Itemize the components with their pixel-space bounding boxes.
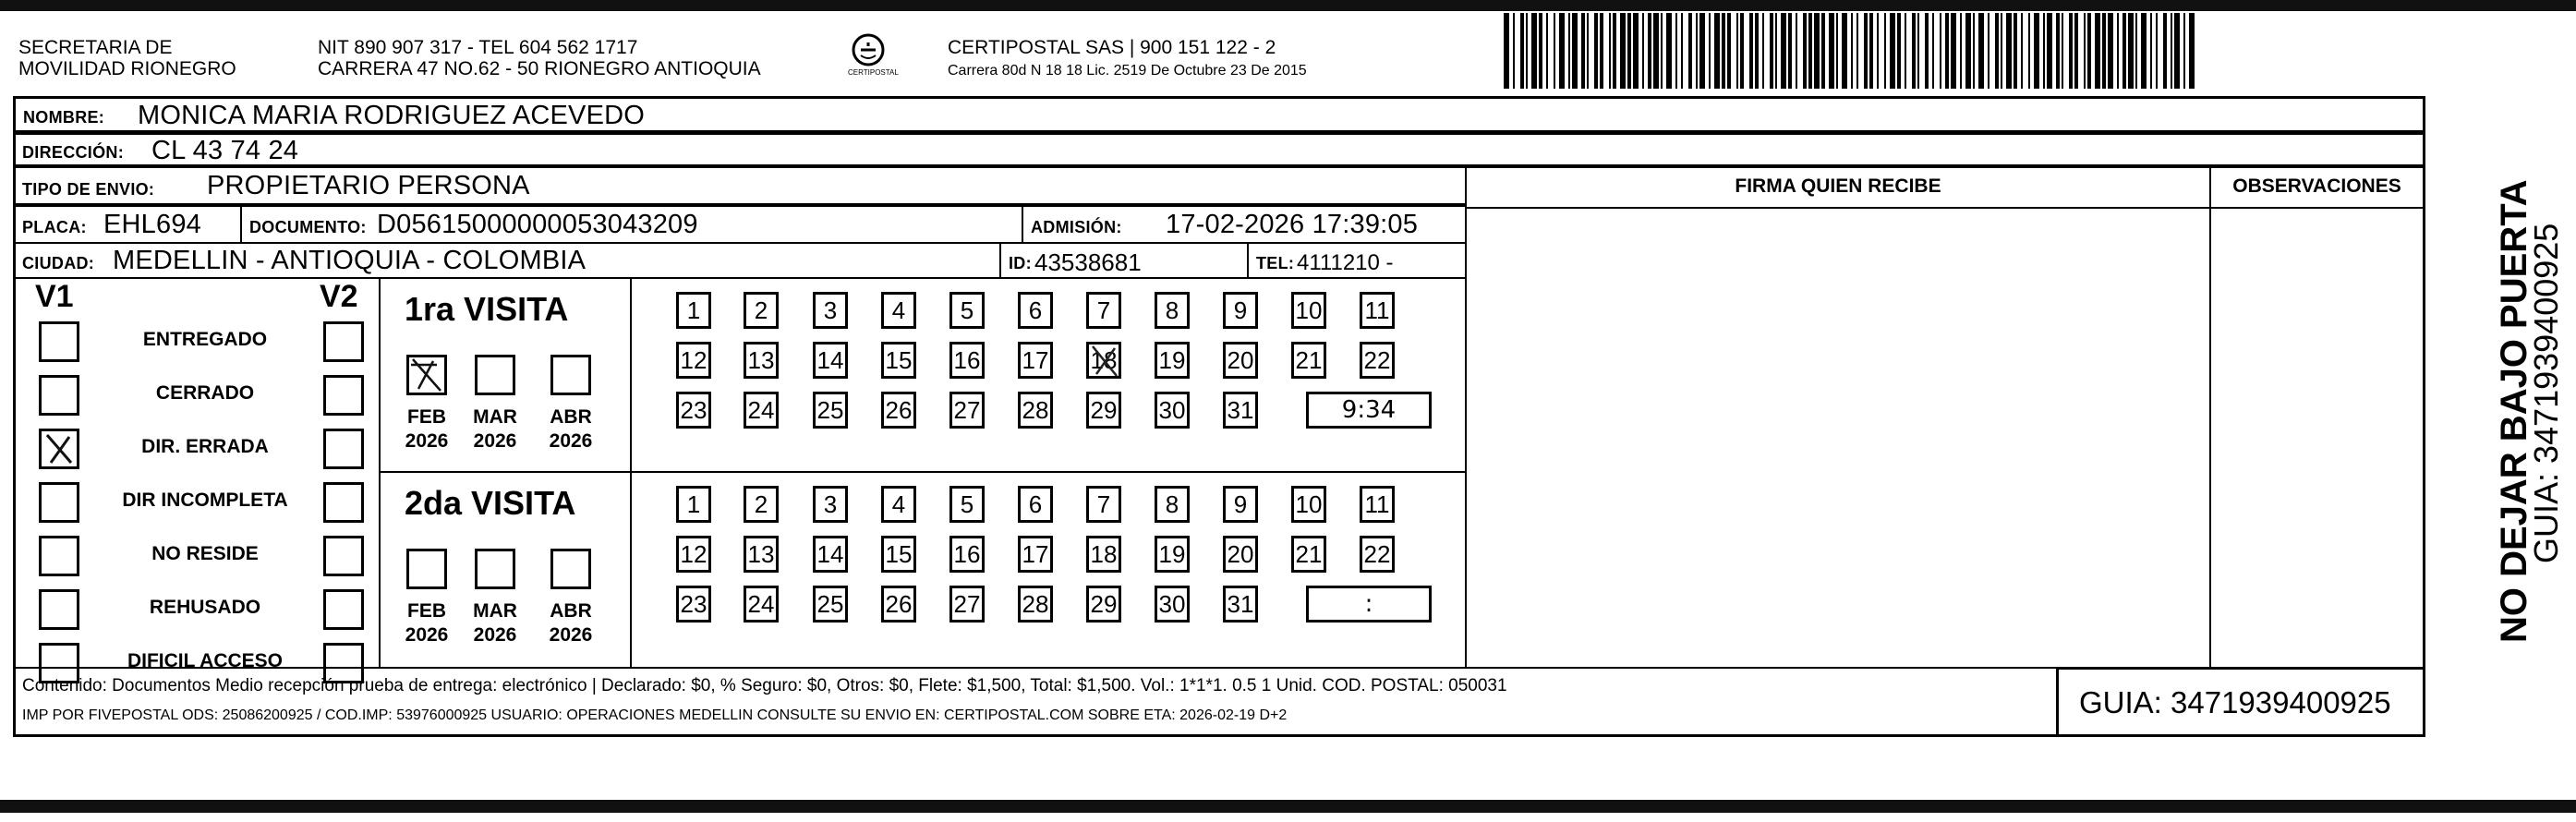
observaciones-area	[2209, 166, 2425, 669]
visit2-day-20[interactable]: 20	[1223, 536, 1258, 573]
visit1-day-28[interactable]: 28	[1018, 392, 1053, 429]
visit1-day-24[interactable]: 24	[744, 392, 779, 429]
barcode-bar	[2189, 13, 2195, 89]
v2-checkbox-1[interactable]	[323, 321, 364, 362]
visit2-month-year: 2026	[549, 624, 593, 646]
visit2-day-7[interactable]: 7	[1086, 486, 1121, 523]
visit1-day-26[interactable]: 26	[881, 392, 916, 429]
visit2-day-1[interactable]: 1	[676, 486, 711, 523]
visit1-day-16[interactable]: 16	[949, 342, 985, 379]
visit2-day-27[interactable]: 27	[949, 586, 985, 623]
visit2-month-feb-checkbox[interactable]	[406, 549, 447, 589]
barcode	[1504, 13, 2195, 89]
v1-label: V1	[35, 279, 74, 314]
footer-info	[13, 667, 2058, 737]
v1-checkbox-6[interactable]	[39, 589, 79, 630]
visit1-day-14[interactable]: 14	[813, 342, 848, 379]
visit2-day-26[interactable]: 26	[881, 586, 916, 623]
ciudad-cell	[13, 242, 1001, 279]
visit2-day-24[interactable]: 24	[744, 586, 779, 623]
visit2-day-15[interactable]: 15	[881, 536, 916, 573]
visit1-day-18[interactable]: 18	[1086, 342, 1121, 379]
v1-checkbox-2[interactable]	[39, 375, 79, 416]
visit2-day-6[interactable]: 6	[1018, 486, 1053, 523]
visit2-day-12[interactable]: 12	[676, 536, 711, 573]
id-label: ID:	[1009, 254, 1032, 272]
visit2-day-13[interactable]: 13	[744, 536, 779, 573]
visit2-day-18[interactable]: 18	[1086, 536, 1121, 573]
v1-checkbox-4[interactable]	[39, 482, 79, 523]
visit2-day-9[interactable]: 9	[1223, 486, 1258, 523]
visit2-day-30[interactable]: 30	[1155, 586, 1190, 623]
certipostal-logo	[848, 31, 903, 83]
visit1-day-7[interactable]: 7	[1086, 292, 1121, 329]
v1-checkbox-5[interactable]	[39, 536, 79, 576]
observaciones-divider	[2211, 207, 2423, 209]
row-direccion	[13, 133, 2425, 166]
visit2-day-28[interactable]: 28	[1018, 586, 1053, 623]
visit1-month-label: FEB	[407, 406, 446, 428]
visit2-month-year: 2026	[405, 624, 449, 646]
visit2-month-label: ABR	[550, 600, 592, 622]
ciudad-value: MEDELLIN - ANTIOQUIA - COLOMBIA	[113, 246, 587, 275]
v2-checkbox-3[interactable]	[323, 429, 364, 469]
nombre-label: NOMBRE:	[23, 108, 105, 127]
visit1-day-27[interactable]: 27	[949, 392, 985, 429]
status-label: DIFICIL ACCESO	[127, 650, 283, 671]
visit1-day-21[interactable]: 21	[1291, 342, 1326, 379]
ciudad-label: CIUDAD:	[22, 254, 95, 272]
status-label: NO RESIDE	[151, 543, 259, 564]
direccion-value: CL 43 74 24	[151, 136, 299, 165]
v2-checkbox-6[interactable]	[323, 589, 364, 630]
top-border-band	[0, 0, 2576, 11]
bottom-border-band	[0, 800, 2576, 813]
admision-value: 17-02-2026 17:39:05	[1166, 210, 1419, 239]
license-line: Carrera 80d N 18 18 Lic. 2519 De Octubre 23 De 2015	[948, 63, 1307, 79]
visit1-day-1[interactable]: 1	[676, 292, 711, 329]
visit2-label: 2da VISITA	[405, 484, 576, 522]
row-tipo-envio	[13, 166, 1467, 205]
nombre-value: MONICA MARIA RODRIGUEZ ACEVEDO	[138, 101, 646, 130]
visit1-time-box[interactable]: 9:34	[1306, 392, 1432, 429]
visit2-day-11[interactable]: 11	[1360, 486, 1395, 523]
tipo-label: TIPO DE ENVIO:	[22, 180, 155, 199]
visit1-day-13[interactable]: 13	[744, 342, 779, 379]
visit1-month-year: 2026	[473, 430, 517, 452]
visit1-day-25[interactable]: 25	[813, 392, 848, 429]
nit-line: NIT 890 907 317 - TEL 604 562 1717	[318, 37, 638, 58]
status-label: ENTREGADO	[142, 329, 268, 350]
issuer-line1: SECRETARIA DE	[18, 37, 173, 58]
visit1-month-label: ABR	[550, 406, 592, 428]
tel-value: 4111210 -	[1297, 250, 1394, 275]
visit2-month-label: MAR	[473, 600, 517, 622]
tipo-value: PROPIETARIO PERSONA	[207, 171, 530, 200]
placa-label: PLACA:	[22, 218, 87, 236]
status-label: REHUSADO	[149, 597, 261, 618]
visit1-label: 1ra VISITA	[405, 290, 569, 328]
v1-checkbox-1[interactable]	[39, 321, 79, 362]
footer-imp: IMP POR FIVEPOSTAL ODS: 25086200925 / COD.IMP: 53976000925 USUARIO: OPERACIONES MEDELLIN CONSULTE SU ENVIO EN: CERTIPOSTAL.COM SOBRE ETA: 2026-02-19 D+2	[22, 707, 1288, 723]
visit2-day-17[interactable]: 17	[1018, 536, 1053, 573]
visit2-day-4[interactable]: 4	[881, 486, 916, 523]
visit1-day-20[interactable]: 20	[1223, 342, 1258, 379]
v1-checkbox-3[interactable]	[39, 429, 79, 469]
observaciones-label: OBSERVACIONES	[2232, 175, 2401, 197]
visit1-day-11[interactable]: 11	[1360, 292, 1395, 329]
id-cell	[999, 242, 1249, 279]
visit1-day-29[interactable]: 29	[1086, 392, 1121, 429]
visit2-day-5[interactable]: 5	[949, 486, 985, 523]
status-label: DIR INCOMPLETA	[122, 490, 288, 511]
direccion-label: DIRECCIÓN:	[22, 143, 124, 162]
id-value: 43538681	[1034, 248, 1142, 276]
visit2-month-mar-checkbox[interactable]	[475, 549, 515, 589]
visit2-day-3[interactable]: 3	[813, 486, 848, 523]
tel-cell	[1247, 242, 1467, 279]
side-guia: GUIA: 3471939400925	[2527, 223, 2565, 563]
visit1-day-9[interactable]: 9	[1223, 292, 1258, 329]
visit1-day-5[interactable]: 5	[949, 292, 985, 329]
tel-label: TEL:	[1256, 254, 1295, 272]
issuer-line2: MOVILIDAD RIONEGRO	[18, 58, 236, 79]
placa-cell	[13, 205, 242, 244]
visit2-day-16[interactable]: 16	[949, 536, 985, 573]
visit2-day-8[interactable]: 8	[1155, 486, 1190, 523]
footer-contenido: Contenido: Documentos Medio recepción prueba de entrega: electrónico | Declarado: $0, % Seguro: $0, Otros: $0, Flete: $1,500, Total: $1,500. Vol.: 1*1*1. 0.5 1 Unid. COD. POSTAL: 050031	[22, 676, 1507, 695]
visit1-day-6[interactable]: 6	[1018, 292, 1053, 329]
visit2-month-year: 2026	[473, 624, 517, 646]
visit2-month-label: FEB	[407, 600, 446, 622]
visit1-day-4[interactable]: 4	[881, 292, 916, 329]
visit1-month-label: MAR	[473, 406, 517, 428]
visit1-month-mar-checkbox[interactable]	[475, 355, 515, 395]
visit2-day-19[interactable]: 19	[1155, 536, 1190, 573]
visit2-day-31[interactable]: 31	[1223, 586, 1258, 623]
documento-label: DOCUMENTO:	[249, 218, 367, 236]
visit1-day-19[interactable]: 19	[1155, 342, 1190, 379]
firma-label: FIRMA QUIEN RECIBE	[1735, 175, 1941, 197]
visit1-day-12[interactable]: 12	[676, 342, 711, 379]
visit1-month-abr-checkbox[interactable]	[550, 355, 591, 395]
visit2-time-box[interactable]: :	[1306, 586, 1432, 623]
admision-label: ADMISIÓN:	[1031, 218, 1122, 236]
admision-cell	[1022, 205, 1467, 244]
visit2-day-2[interactable]: 2	[744, 486, 779, 523]
visit1-day-3[interactable]: 3	[813, 292, 848, 329]
address-line: CARRERA 47 NO.62 - 50 RIONEGRO ANTIOQUIA	[318, 58, 761, 79]
status-label: CERRADO	[155, 382, 255, 404]
visit1-day-10[interactable]: 10	[1291, 292, 1326, 329]
documento-cell	[240, 205, 1023, 244]
visit2-day-25[interactable]: 25	[813, 586, 848, 623]
visit1-day-23[interactable]: 23	[676, 392, 711, 429]
visit1-month-year: 2026	[549, 430, 593, 452]
visit2-day-14[interactable]: 14	[813, 536, 848, 573]
visit2-day-23[interactable]: 23	[676, 586, 711, 623]
visit2-day-29[interactable]: 29	[1086, 586, 1121, 623]
v2-checkbox-5[interactable]	[323, 536, 364, 576]
status-label: DIR. ERRADA	[141, 436, 269, 457]
visit2-day-22[interactable]: 22	[1360, 536, 1395, 573]
footer-guia: GUIA: 3471939400925	[2079, 685, 2391, 719]
v2-checkbox-2[interactable]	[323, 375, 364, 416]
v2-label: V2	[320, 279, 358, 314]
v2-checkbox-4[interactable]	[323, 482, 364, 523]
visit1-month-feb-checkbox[interactable]	[406, 355, 447, 395]
logo-text: CERTIPOSTAL	[848, 68, 899, 77]
firma-divider	[1467, 207, 2209, 209]
visit2-day-10[interactable]: 10	[1291, 486, 1326, 523]
visit1-day-17[interactable]: 17	[1018, 342, 1053, 379]
firma-area	[1465, 166, 2211, 669]
visit1-day-31[interactable]: 31	[1223, 392, 1258, 429]
documento-value: D05615000000053043209	[377, 210, 698, 239]
visit2-month-abr-checkbox[interactable]	[550, 549, 591, 589]
visit1-day-8[interactable]: 8	[1155, 292, 1190, 329]
visit1-day-30[interactable]: 30	[1155, 392, 1190, 429]
company-line: CERTIPOSTAL SAS | 900 151 122 - 2	[948, 37, 1276, 58]
visit1-day-22[interactable]: 22	[1360, 342, 1395, 379]
footer-guia-box	[2056, 667, 2425, 737]
visit1-month-year: 2026	[405, 430, 449, 452]
visit2-day-21[interactable]: 21	[1291, 536, 1326, 573]
visit1-day-15[interactable]: 15	[881, 342, 916, 379]
visit1-day-2[interactable]: 2	[744, 292, 779, 329]
placa-value: EHL694	[103, 210, 201, 239]
row-nombre	[13, 96, 2425, 133]
side-warning: NO DEJAR BAJO PUERTA	[2494, 179, 2534, 643]
